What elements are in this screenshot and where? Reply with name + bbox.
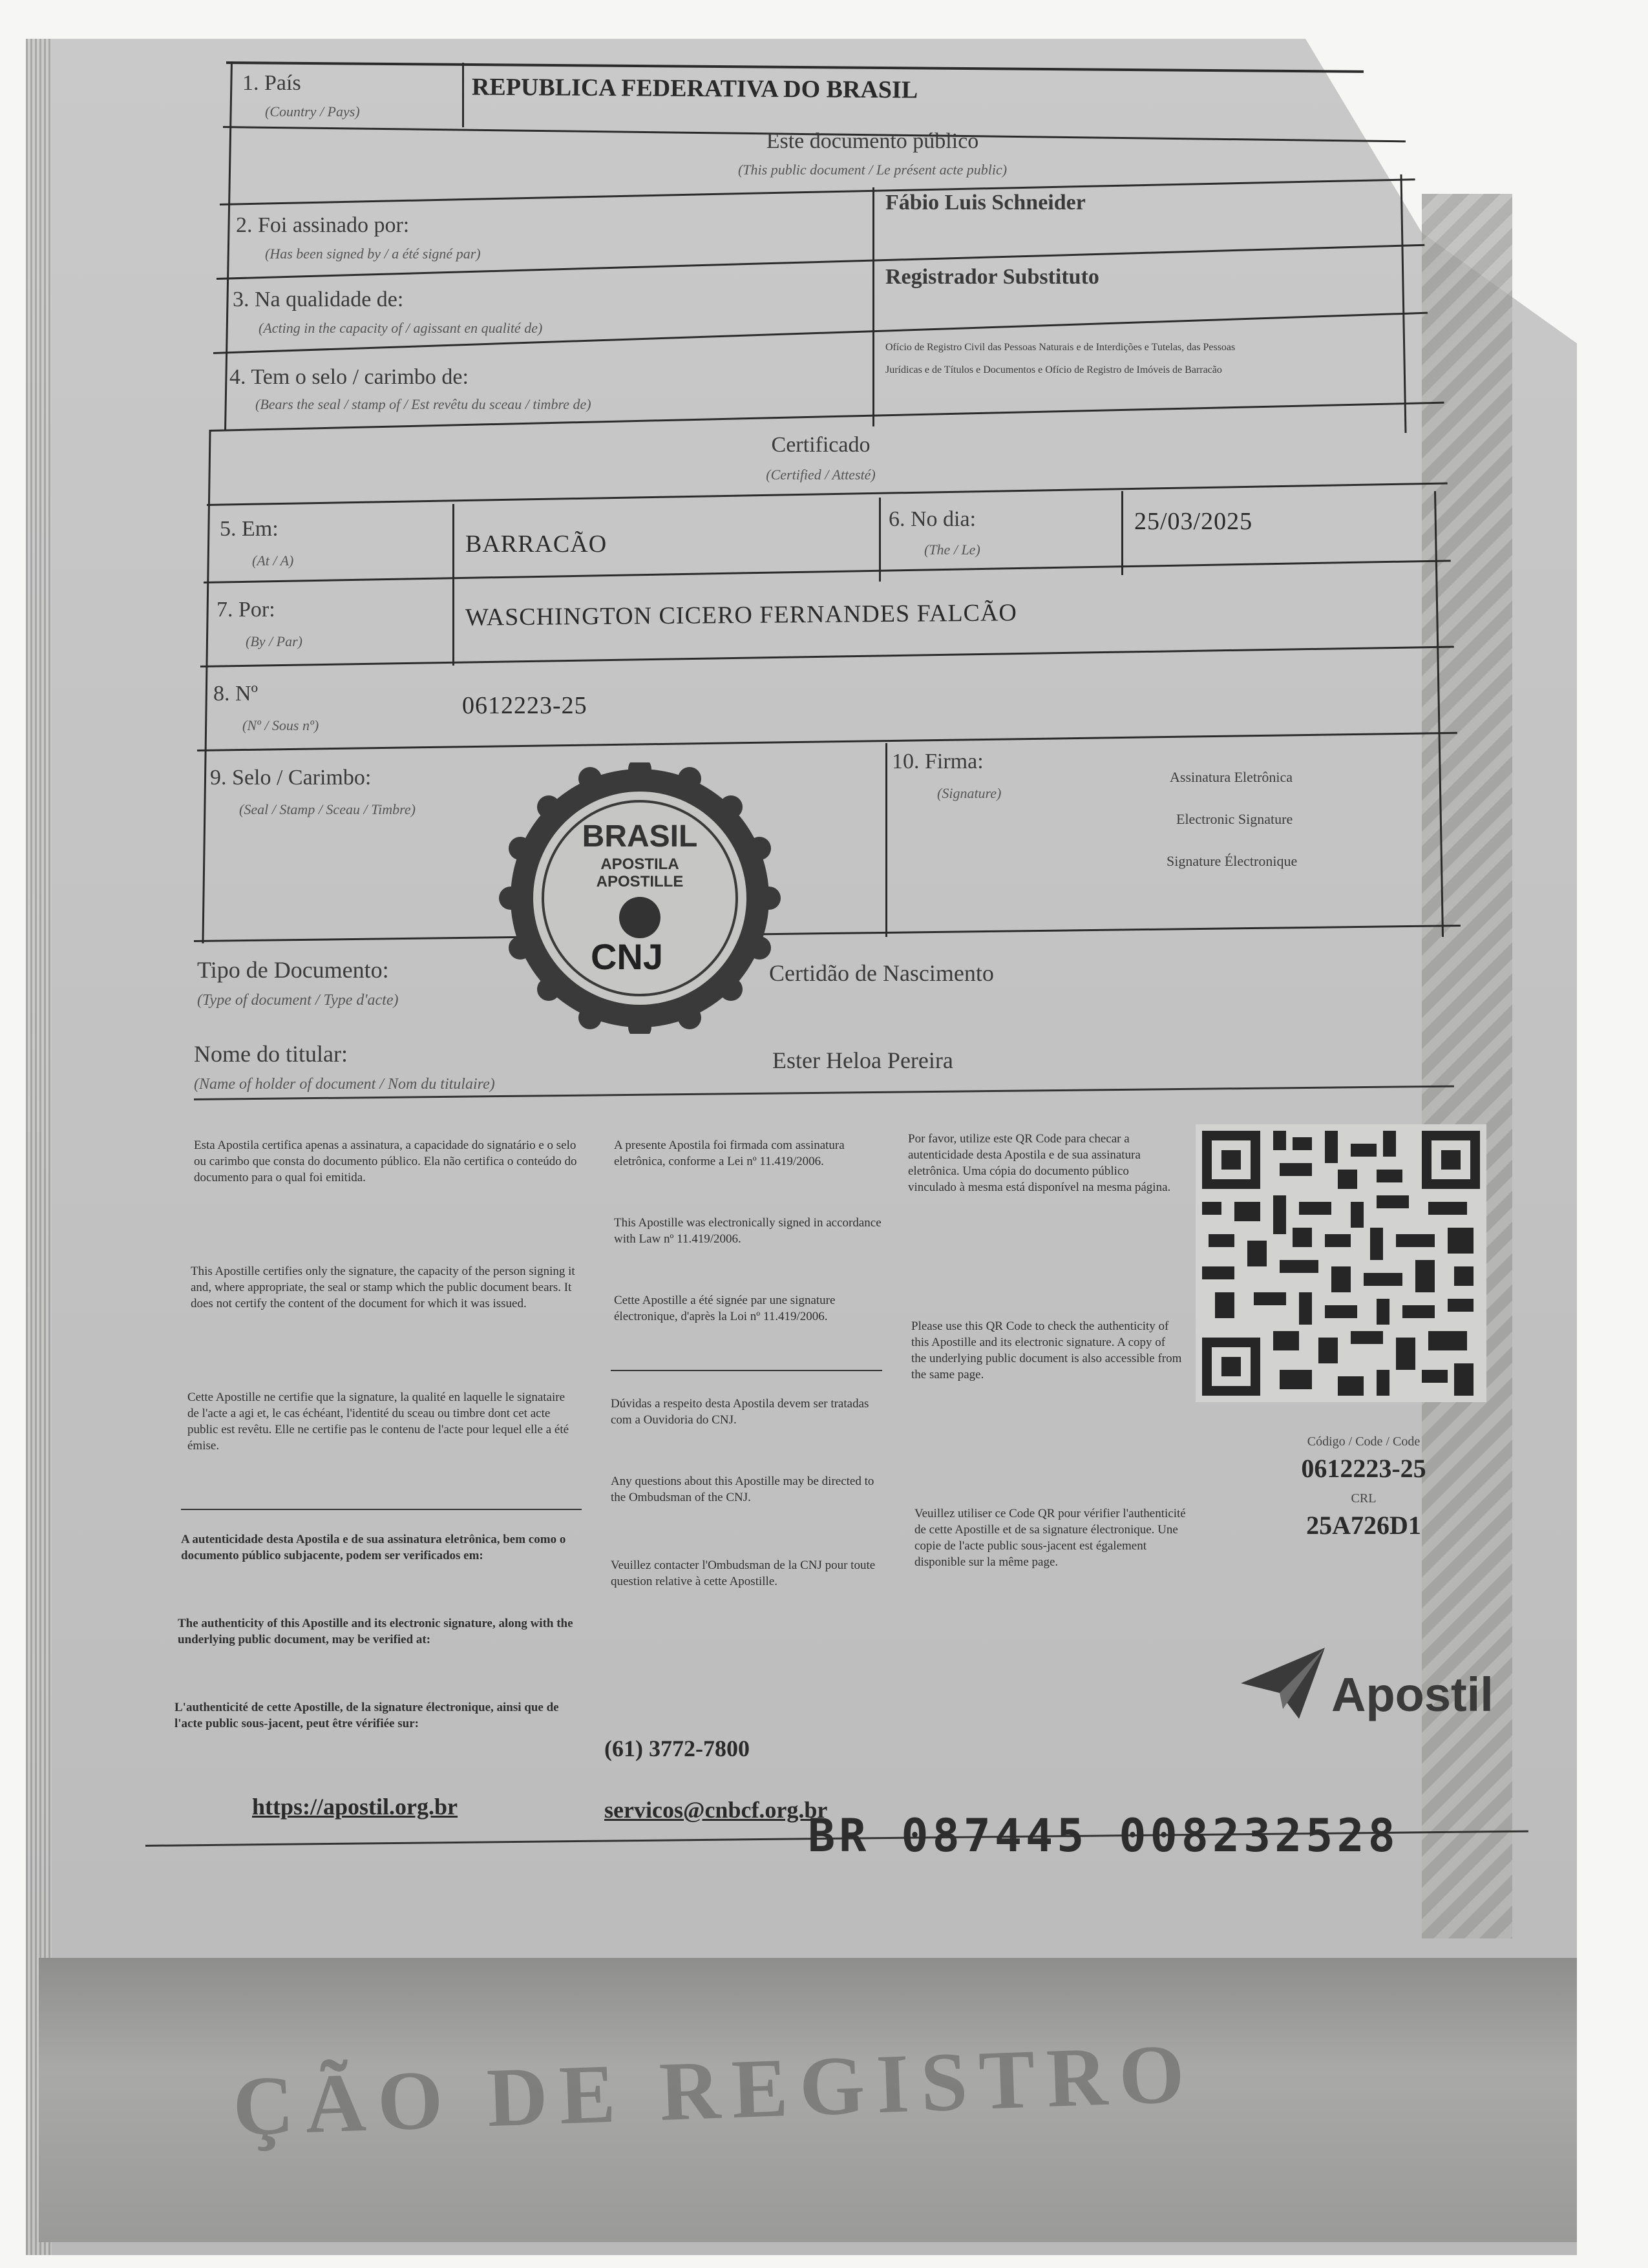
holder-sublabel: (Name of holder of document / Nom du titulaire) xyxy=(194,1076,495,1093)
field-2-label: 2. Foi assinado por: xyxy=(236,213,410,237)
field-9-label: 9. Selo / Carimbo: xyxy=(210,766,372,790)
field-8-sublabel: (Nº / Sous nº) xyxy=(242,717,319,733)
country-sublabel: (Country / Pays) xyxy=(265,103,360,120)
col3-qr-text-pt: Por favor, utilize este QR Code para checar a autenticidade desta Apostila e de sua assinatura eletrônica. Uma cópia do documento público vinculado à mesma está disponível na mesma página. xyxy=(908,1132,1171,1194)
field-7-sublabel: (By / Par) xyxy=(246,633,302,649)
field-8-label: 8. Nº xyxy=(213,682,259,706)
field-10-label: 10. Firma: xyxy=(892,750,984,773)
verification-qr-code[interactable] xyxy=(1196,1124,1486,1402)
table-border xyxy=(200,646,1454,667)
signature-fr: Signature Électronique xyxy=(1167,853,1298,869)
phone-number: (61) 3772-7800 xyxy=(604,1736,750,1761)
field-7-label: 7. Por: xyxy=(217,598,275,622)
table-border xyxy=(872,187,874,426)
field-6-label: 6. No dia: xyxy=(889,507,977,531)
field-2-sublabel: (Has been signed by / a été signé par) xyxy=(265,246,481,262)
signature-en: Electronic Signature xyxy=(1176,811,1293,827)
issue-place: BARRACÃO xyxy=(465,530,607,558)
field-6-sublabel: (The / Le) xyxy=(924,541,980,558)
table-border xyxy=(204,560,1451,583)
apostil-brand: Apostil xyxy=(1331,1668,1494,1721)
table-border xyxy=(207,482,1448,506)
field-5-label: 5. Em: xyxy=(220,517,279,541)
email-link[interactable]: servicos@cnbcf.org.br xyxy=(604,1797,828,1823)
code-label: Código / Code / Code xyxy=(1307,1434,1421,1449)
country-label: 1. País xyxy=(242,71,301,95)
table-border xyxy=(1434,491,1444,937)
signer-capacity: Registrador Substituto xyxy=(885,265,1099,289)
public-document-title: Este documento público xyxy=(766,129,979,153)
field-4-sublabel: (Bears the seal / stamp of / Est revêtu du sceau / timbre de) xyxy=(255,396,591,412)
field-3-sublabel: (Acting in the capacity of / agissant en qualité de) xyxy=(259,320,543,336)
table-border xyxy=(462,63,464,127)
field-10-sublabel: (Signature) xyxy=(937,785,1002,801)
verify-text-fr: L'authenticité de cette Apostille, de la signature électronique, ainsi que de l'acte public sous-jacent, peut être vérifiée sur: xyxy=(174,1701,559,1730)
issuer-name: WASCHINGTON CICERO FERNANDES FALCÃO xyxy=(465,599,1017,631)
seal-cnj-logo: CNJ xyxy=(590,936,664,977)
table-border xyxy=(202,430,211,943)
apostille-number: 0612223-25 xyxy=(462,692,587,719)
table-border xyxy=(220,178,1415,205)
col2-paragraph-en: This Apostille was electronically signed in accordance with Law nº 11.419/2006. xyxy=(614,1216,882,1246)
code-value: 0612223-25 xyxy=(1301,1454,1426,1483)
paper-plane-icon xyxy=(1238,1644,1328,1722)
issue-date: 25/03/2025 xyxy=(1134,508,1253,535)
seal-apostila-text: APOSTILA xyxy=(600,856,679,873)
table-border xyxy=(197,732,1457,751)
col1-paragraph-en: This Apostille certifies only the signature, the capacity of the person signing it and, where appropriate, the seal or stamp which the public document bears. It does not certify the content of the document for which it was issued. xyxy=(191,1265,575,1310)
col1-divider xyxy=(181,1509,582,1510)
crl-label: CRL xyxy=(1351,1491,1377,1506)
seal-owner-line-2: Jurídicas e de Títulos e Documentos e Ofício de Registro de Imóveis de Barracão xyxy=(885,364,1222,375)
col1-paragraph-pt: Esta Apostila certifica apenas a assinatura, a capacidade do signatário e o selo ou carimbo que consta do documento público. Ela não certifica o conteúdo do documento para o qual foi emitida. xyxy=(194,1139,577,1184)
table-border xyxy=(452,504,454,666)
registry-barcode-number: BR 087445 008232528 xyxy=(808,1809,1399,1862)
crl-value: 25A726D1 xyxy=(1306,1511,1421,1540)
apostille-seal xyxy=(498,762,782,1034)
signer-name: Fábio Luis Schneider xyxy=(885,191,1086,215)
field-3-label: 3. Na qualidade de: xyxy=(233,288,404,311)
col3-qr-text-en: Please use this QR Code to check the authenticity of this Apostille and its electronic signature. A copy of the underlying public document is also accessible from the same page. xyxy=(911,1319,1182,1381)
signature-pt: Assinatura Eletrônica xyxy=(1170,769,1293,785)
seal-owner-line-1: Ofício de Registro Civil das Pessoas Naturais e de Interdições e Tutelas, das Pessoas xyxy=(885,342,1236,353)
col1-paragraph-fr: Cette Apostille ne certifie que la signature, la qualité en laquelle le signataire de l'acte a agi et, le cas échéant, l'identité du sceau ou timbre dont cet acte public est revêtu. Elle ne certifie pas le contenu de l'acte pour lequel elle a été émise. xyxy=(187,1391,569,1453)
table-border xyxy=(879,498,881,582)
country-value: REPUBLICA FEDERATIVA DO BRASIL xyxy=(471,73,918,104)
document-type-label: Tipo de Documento: xyxy=(197,957,389,983)
public-document-sublabel: (This public document / Le présent acte public) xyxy=(737,162,1008,178)
table-border xyxy=(194,925,1461,942)
col2-paragraph-pt: A presente Apostila foi firmada com assinatura eletrônica, conforme a Lei nº 11.419/2006. xyxy=(614,1139,845,1168)
table-border xyxy=(885,743,887,937)
verify-text-pt: A autenticidade desta Apostila e de sua assinatura eletrônica, bem como o documento público subjacente, podem ser verificados em: xyxy=(181,1533,566,1562)
seal-emblem-icon xyxy=(619,897,660,938)
certificate-sublabel: (Certified / Attesté) xyxy=(766,467,876,483)
apostille-codes xyxy=(1254,1434,1474,1548)
col2-ombudsman-fr: Veuillez contacter l'Ombudsman de la CNJ pour toute question relative à cette Apostille. xyxy=(611,1559,876,1588)
field-9-sublabel: (Seal / Stamp / Sceau / Timbre) xyxy=(239,801,416,817)
verify-text-en: The authenticity of this Apostille and its electronic signature, along with the underlying public document, may be verified at: xyxy=(178,1617,573,1646)
table-border xyxy=(226,61,1364,73)
seal-brasil-text: BRASIL xyxy=(582,819,698,854)
col3-qr-text-fr: Veuillez utiliser ce Code QR pour vérifier l'authenticité de cette Apostille et de sa signature électronique. Une copie de l'acte public sous-jacent est également disponible sur la même page. xyxy=(914,1507,1186,1569)
document-type-value: Certidão de Nascimento xyxy=(769,960,994,986)
holder-label: Nome do titular: xyxy=(194,1041,348,1067)
field-5-sublabel: (At / A) xyxy=(252,552,294,569)
underlying-document-text: ÇÃO DE REGISTRO xyxy=(231,2027,1198,2154)
table-border xyxy=(1121,491,1123,575)
holder-name: Ester Heloa Pereira xyxy=(772,1047,953,1073)
certificate-title: Certificado xyxy=(771,433,871,457)
col2-divider xyxy=(611,1370,882,1371)
field-4-label: 4. Tem o selo / carimbo de: xyxy=(229,365,469,389)
verify-url-link[interactable]: https://apostil.org.br xyxy=(252,1794,458,1820)
col2-ombudsman-en: Any questions about this Apostille may be directed to the Ombudsman of the CNJ. xyxy=(611,1475,874,1504)
seal-apostille-text: APOSTILLE xyxy=(596,873,684,890)
document-type-sublabel: (Type of document / Type d'acte) xyxy=(197,992,399,1009)
col2-paragraph-fr: Cette Apostille a été signée par une signature électronique, d'après la Loi nº 11.419/2006. xyxy=(614,1294,836,1323)
col2-ombudsman-pt: Dúvidas a respeito desta Apostila devem ser tratadas com a Ouvidoria do CNJ. xyxy=(611,1397,869,1427)
table-border xyxy=(1400,174,1407,433)
